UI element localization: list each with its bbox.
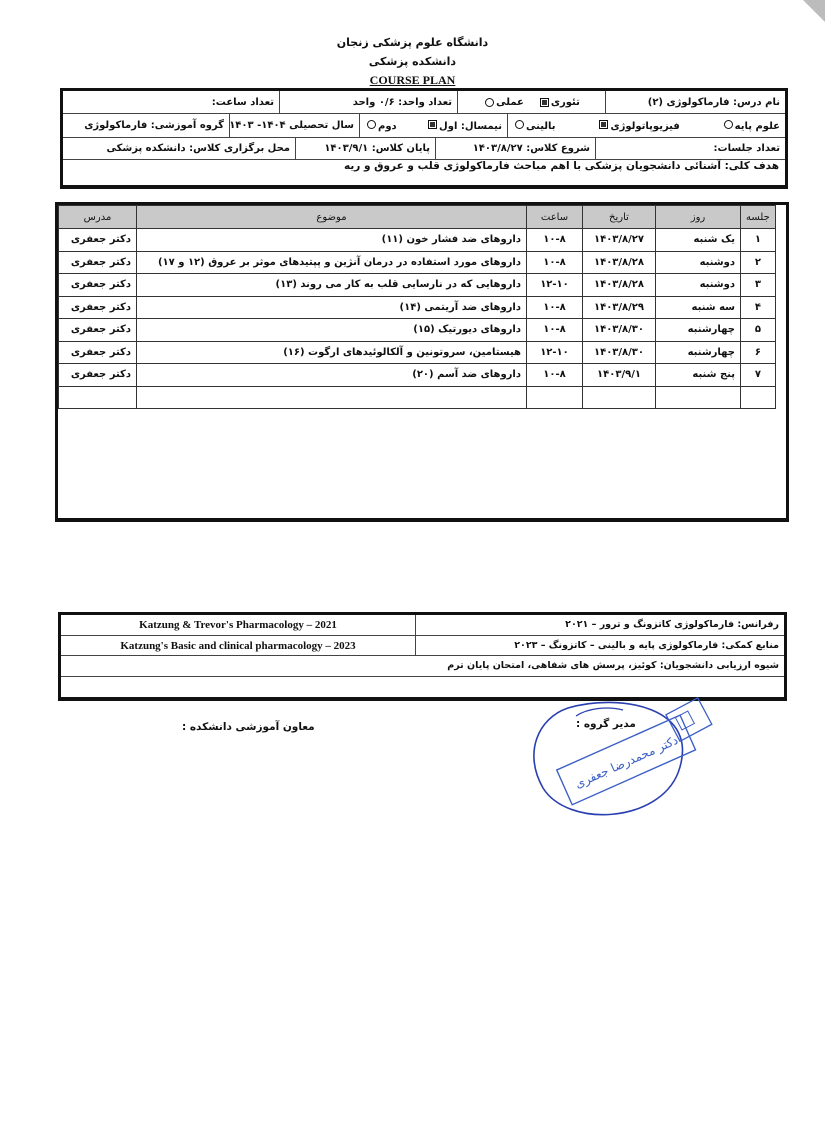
header-date: تاریخ: [583, 206, 656, 229]
cell-instructor: دکتر جعفری: [59, 274, 137, 297]
cell-session: ۴: [741, 296, 776, 319]
faculty-name: دانشکده پزشکی: [368, 55, 457, 68]
info-row-1: [63, 91, 785, 114]
cell-instructor: دکتر جعفری: [59, 341, 137, 364]
cell-date: ۱۴۰۳/۸/۲۸: [583, 274, 656, 297]
cell-time: ۱۰-۸: [527, 229, 583, 252]
cell-instructor: دکتر جعفری: [59, 364, 137, 387]
stamp-text: دکتر محمدرضا جعفری: [572, 732, 681, 791]
basic-radio-icon: [724, 120, 733, 129]
semester: [359, 114, 507, 137]
practical-radio-icon: [485, 98, 494, 107]
table-row: [59, 274, 776, 297]
info-row-2: [63, 114, 785, 138]
cell-instructor: دکتر جعفری: [59, 296, 137, 319]
cell-topic: داروهای دیورتیک (۱۵): [137, 319, 527, 342]
table-row: [59, 341, 776, 364]
academic-year: سال تحصیلی ۱۴۰۴- ۱۴۰۳: [229, 114, 359, 137]
theory-label: تئوری: [550, 96, 580, 108]
cell-topic: داروهای مورد استفاده در درمان آنژین و پپتیدهای موثر بر عروق (۱۲ و ۱۷): [137, 251, 527, 274]
cell-date: ۱۴۰۳/۸/۳۰: [583, 341, 656, 364]
cell-date: ۱۴۰۳/۹/۱: [583, 364, 656, 387]
cell-day: دوشنبه: [656, 251, 741, 274]
info-row-3: [63, 138, 785, 160]
table-row: [59, 229, 776, 252]
class-end: پایان کلاس: ۱۴۰۳/۹/۱: [295, 138, 435, 159]
second-label: دوم: [378, 120, 397, 132]
evaluation-method: شیوه ارزیابی دانشجویان: کوئیز، پرسش های شفاهی، امتحان پایان ترم: [447, 660, 779, 671]
table-row: [59, 296, 776, 319]
cell-time: ۱۰-۸: [527, 251, 583, 274]
reference-row: [61, 615, 784, 636]
cell-session: ۳: [741, 274, 776, 297]
basic-label: علوم پایه: [734, 120, 780, 132]
practical-label: عملی: [496, 96, 524, 108]
cell-instructor: دکتر جعفری: [59, 251, 137, 274]
cell-time: ۱۰-۸: [527, 296, 583, 319]
cell-date: ۱۴۰۳/۸/۲۹: [583, 296, 656, 319]
cell-session: ۶: [741, 341, 776, 364]
course-category: [507, 114, 785, 137]
table-row: [59, 364, 776, 387]
course-info-box: [60, 88, 788, 189]
cell-topic: داروهایی که در نارسایی قلب به کار می روند (۱۳): [137, 274, 527, 297]
course-goal: هدف کلی: آشنائی دانشجویان پزشکی با اهم مباحث فارماکولوژی قلب و عروق و ریه: [343, 160, 779, 172]
university-name: دانشگاه علوم پزشکی زنجان: [336, 36, 489, 49]
cell-session: ۵: [741, 319, 776, 342]
header-time: ساعت: [527, 206, 583, 229]
cell-day: سه شنبه: [656, 296, 741, 319]
cell-day: چهارشنبه: [656, 319, 741, 342]
cell-time: ۱۲-۱۰: [527, 341, 583, 364]
physiopath-checkbox-icon: [599, 120, 608, 129]
aux-reference-row: [61, 636, 784, 657]
course-name: نام درس: فارماکولوژی (۲): [605, 91, 785, 113]
units: تعداد واحد: ۰/۶ واحد: [279, 91, 457, 113]
cell-day: یک شنبه: [656, 229, 741, 252]
doc-title: COURSE PLAN: [369, 73, 456, 87]
schedule-table: [58, 205, 776, 409]
hours: تعداد ساعت:: [211, 96, 274, 108]
first-semester-checkbox-icon: [428, 120, 437, 129]
schedule-box: [55, 202, 789, 522]
signature-stamp-icon: [528, 688, 718, 838]
venue: محل برگزاری کلاس: دانشکده پزشکی: [106, 143, 290, 154]
cell-topic: هیستامین، سروتونین و آلکالوئیدهای ارگوت (۱۶): [137, 341, 527, 364]
cell-date: ۱۴۰۳/۸/۲۸: [583, 251, 656, 274]
aux-reference-en: Katzung's Basic and clinical pharmacology – 2023: [61, 636, 416, 656]
vice-dean-label: معاون آموزشی دانشکده :: [182, 721, 315, 733]
cell-day: پنج شنبه: [656, 364, 741, 387]
cell-session: ۷: [741, 364, 776, 387]
cell-day: چهارشنبه: [656, 341, 741, 364]
cell-time: ۱۰-۸: [527, 319, 583, 342]
dept-head-label: مدیر گروه :: [576, 718, 636, 730]
cell-session: ۲: [741, 251, 776, 274]
cell-date: ۱۴۰۳/۸/۳۰: [583, 319, 656, 342]
cell-day: دوشنبه: [656, 274, 741, 297]
class-start: شروع کلاس: ۱۴۰۳/۸/۲۷: [435, 138, 595, 159]
table-row-empty: [59, 386, 776, 409]
page-corner-fold: [803, 0, 825, 22]
theory-checkbox-icon: [540, 98, 549, 107]
clinical-label: بالینی: [526, 120, 556, 132]
cell-topic: داروهای ضد فشار خون (۱۱): [137, 229, 527, 252]
clinical-radio-icon: [515, 120, 524, 129]
cell-instructor: دکتر جعفری: [59, 319, 137, 342]
table-header-row: [59, 206, 776, 229]
cell-topic: داروهای ضد آریتمی (۱۴): [137, 296, 527, 319]
aux-reference-fa: منابع کمکی: فارماکولوژی پایه و بالینی – کاتزونگ – ۲۰۲۳: [514, 639, 779, 651]
semester-label: نیمسال: اول: [439, 120, 502, 132]
course-type: [457, 91, 605, 113]
department: گروه آموزشی: فارماکولوژی: [84, 120, 224, 131]
cell-date: ۱۴۰۳/۸/۲۷: [583, 229, 656, 252]
header-day: روز: [656, 206, 741, 229]
table-row: [59, 319, 776, 342]
second-semester-radio-icon: [367, 120, 376, 129]
header-topic: موضوع: [137, 206, 527, 229]
table-row: [59, 251, 776, 274]
cell-topic: داروهای ضد آسم (۲۰): [137, 364, 527, 387]
cell-instructor: دکتر جعفری: [59, 229, 137, 252]
reference-en: Katzung & Trevor's Pharmacology – 2021: [61, 615, 416, 635]
reference-fa: رفرانس: فارماکولوژی کاتزونگ و ترور – ۲۰۲۱: [565, 619, 779, 630]
sessions: تعداد جلسات:: [595, 138, 785, 159]
physiopath-label: فیزیوپاتولوژی: [610, 120, 680, 132]
header-instructor: مدرس: [59, 206, 137, 229]
header-session: جلسه: [741, 206, 776, 229]
cell-time: ۱۰-۸: [527, 364, 583, 387]
cell-time: ۱۲-۱۰: [527, 274, 583, 297]
evaluation-row: [61, 656, 784, 677]
cell-session: ۱: [741, 229, 776, 252]
